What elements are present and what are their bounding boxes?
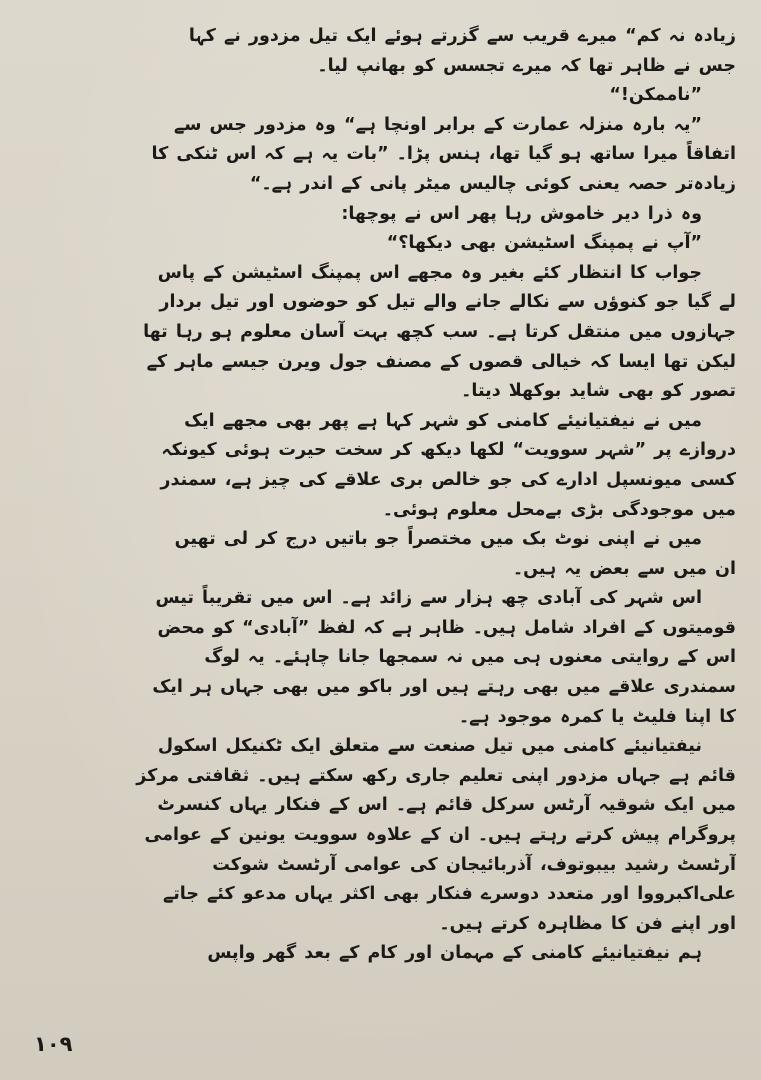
text-line: میں ایک شوقیہ آرٹس سرکل قائم ہے۔ اس کے فنکار یہاں کنسرٹ	[157, 795, 736, 816]
text-line: نیفتیانیئے کامنی میں تیل صنعت سے متعلق ایک ٹکنیکل اسکول	[157, 736, 702, 757]
text-line: اس شہر کی آبادی چھ ہزار سے زائد ہے۔ اس میں تقریباً تیس	[155, 588, 702, 609]
text-line: ”آپ نے پمپنگ اسٹیشن بھی دیکھا؟“	[386, 233, 702, 254]
text-line: وہ ذرا دیر خاموش رہا پھر اس نے پوچھا:	[341, 203, 702, 224]
text-line: علی‌اکبرووا اور متعدد دوسرے فنکار بھی اکثر یہاں مدعو کئے جاتے	[162, 884, 736, 905]
text-line: زیادہ‌تر حصہ یعنی کوئی چالیس میٹر پانی کے اندر ہے۔“	[249, 173, 736, 194]
text-line: اس کے روایتی معنوں ہی میں نہ سمجھا جانا چاہئے۔ یہ لوگ	[204, 647, 736, 668]
text-line: ”ناممکن!“	[609, 85, 702, 106]
text-line: پروگرام پیش کرتے رہتے ہیں۔ ان کے علاوہ سوویت یونین کے عوامی	[144, 825, 736, 846]
text-line: لیکن تھا ایسا کہ خیالی قصوں کے مصنف جول ویرن جیسے ماہر کے	[146, 351, 736, 372]
text-line: دروازے پر ”شہر سوویت“ لکھا دیکھ کر سخت حیرت ہوئی کیونکہ	[161, 440, 736, 461]
text-line: جواب کا انتظار کئے بغیر وہ مجھے اس پمپنگ اسٹیشن کے پاس	[157, 262, 702, 283]
text-line: قائم ہے جہاں مزدور اپنی تعلیم جاری رکھ سکتے ہیں۔ ثقافتی مرکز	[136, 765, 736, 786]
text-line: کا اپنا فلیٹ یا کمرہ موجود ہے۔	[458, 706, 736, 727]
text-line: جہازوں میں منتقل کرتا ہے۔ سب کچھ بہت آسان معلوم ہو رہا تھا	[143, 321, 736, 342]
text-line: میں نے نیفتیانیئے کامنی کو شہر کہا ہے پھر بھی مجھے ایک	[184, 410, 702, 431]
body-text	[30, 22, 736, 969]
text-line: آرٹسٹ رشید بیبوتوف، آذربائیجان کی عوامی آرٹسٹ شوکت	[212, 854, 736, 875]
text-line: اور اپنے فن کا مظاہرہ کرتے ہیں۔	[439, 913, 736, 934]
text-line: ”یہ بارہ منزلہ عمارت کے برابر اونچا ہے“ وہ مزدور جس سے	[173, 114, 702, 135]
text-line: سمندری علاقے میں بھی رہتے ہیں اور باکو میں بھی جہاں ہر ایک	[152, 677, 736, 698]
page-number: ۱۰۹	[34, 1032, 73, 1056]
text-line: زیادہ نہ کم“ میرے قریب سے گزرتے ہوئے ایک تیل مزدور نے کہا	[188, 26, 736, 46]
text-line: ہم نیفتیانیئے کامنی کے مہمان اور کام کے بعد گھر واپس	[207, 943, 702, 964]
text-line: میں نے اپنی نوٹ بک میں مختصراً جو باتیں درج کر لی تھیں	[174, 529, 702, 550]
text-line: تصور کو بھی شاید بوکھلا دیتا۔	[461, 381, 736, 402]
text-line: قومیتوں کے افراد شامل ہیں۔ ظاہر ہے کہ لفظ ”آبادی“ کو محض	[157, 617, 736, 638]
text-line: لے گیا جو کنوؤں سے نکالے جانے والے تیل کو حوضوں اور تیل بردار	[159, 292, 736, 313]
text-line: اتفاقاً میرا ساتھ ہو گیا تھا، ہنس پڑا۔ ”بات یہ ہے کہ اس ٹنکی کا	[151, 144, 736, 165]
text-line: جس نے ظاہر تھا کہ میرے تجسس کو بھانپ لیا۔	[317, 55, 736, 76]
text-line: میں موجودگی بڑی بے‌محل معلوم ہوئی۔	[382, 499, 736, 520]
text-line: کسی میونسپل ادارے کی جو خالص بری علاقے کی چیز ہے، سمندر	[160, 469, 736, 490]
text-line: ان میں سے بعض یہ ہیں۔	[512, 558, 736, 579]
